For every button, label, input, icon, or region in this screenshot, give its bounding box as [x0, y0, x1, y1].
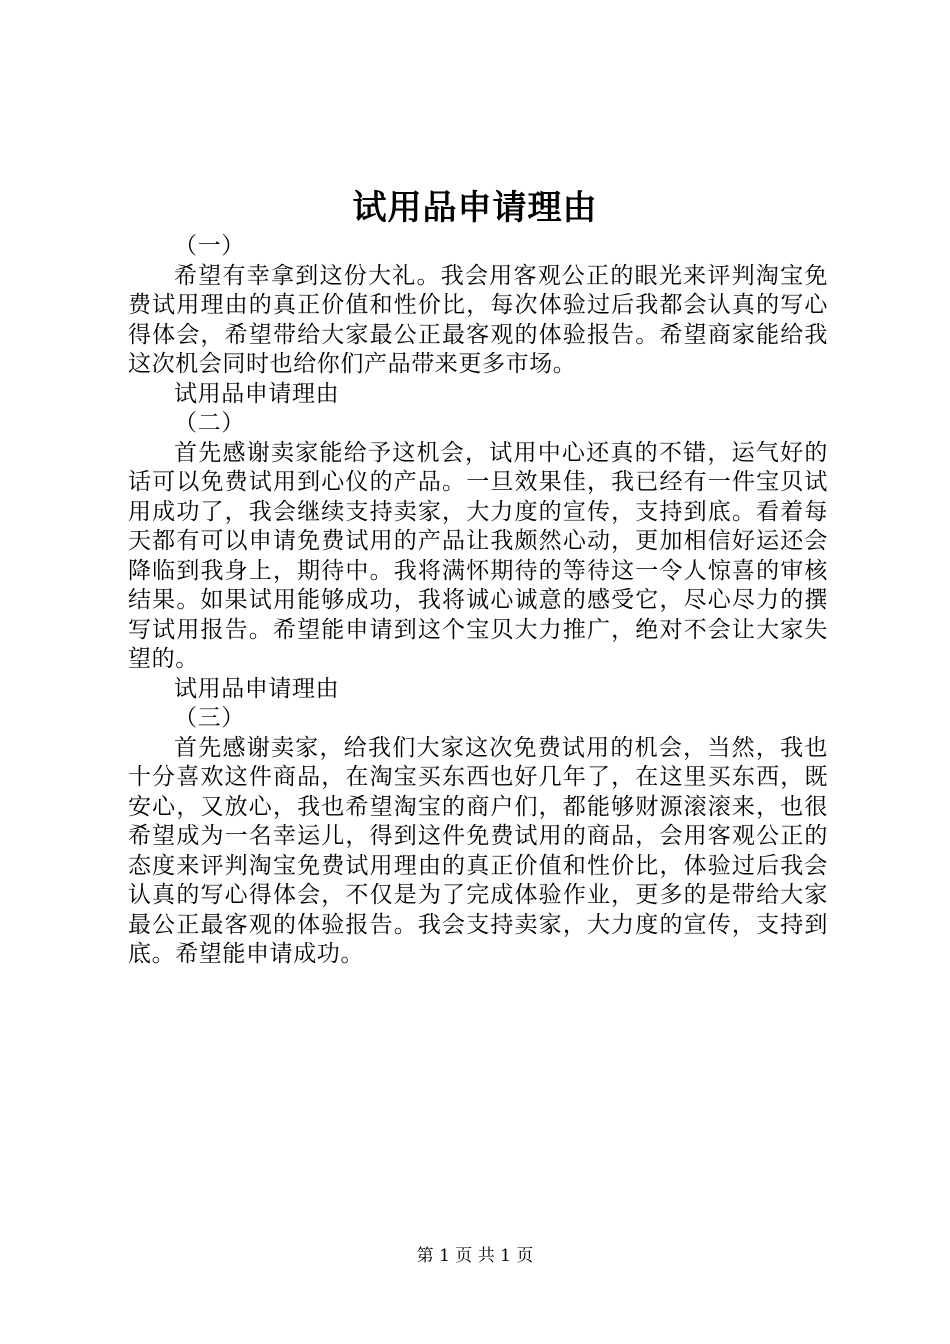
section-heading-3: （三） — [174, 705, 245, 731]
page-number-footer: 第 1 页 共 1 页 — [416, 1246, 534, 1266]
body-paragraph-3: 首先感谢卖家，给我们大家这次免费试用的机会，当然，我也十分喜欢这件商品，在淘宝买东西也好几年了，在这里买东西，既安心，又放心，我也希望淘宝的商户们，都能够财源滚滚来，也很希望成为一名幸运儿，得到这件免费试用的商品，会用客观公正的态度来评判淘宝免费试用理由的真正价值和性价比，体验过后我会认真的写心得体会，不仅是为了完成体验作业，更多的是带给大家最公正最客观的体验报告。我会支持卖家，大力度的宣传，支持到底。希望能申请成功。 — [128, 734, 828, 967]
document-body — [128, 232, 828, 970]
section-heading-1: （一） — [174, 233, 245, 259]
subtitle-line: 试用品申请理由 — [174, 380, 340, 407]
document-title: 试用品申请理由 — [352, 188, 598, 228]
body-paragraph-1: 希望有幸拿到这份大礼。我会用客观公正的眼光来评判淘宝免费试用理由的真正价值和性价比，每次体验过后我都会认真的写心得体会，希望带给大家最公正最客观的体验报告。希望商家能给我这次机会同时也给你们产品带来更多市场。 — [128, 262, 828, 377]
subtitle-line: 试用品申请理由 — [174, 675, 340, 702]
section-heading-2: （二） — [174, 410, 245, 436]
body-paragraph-2: 首先感谢卖家能给予这机会，试用中心还真的不错，运气好的话可以免费试用到心仪的产品。一旦效果佳，我已经有一件宝贝试用成功了，我会继续支持卖家，大力度的宣传，支持到底。看着每天都有可以申请免费试用的产品让我颇然心动，更加相信好运还会降临到我身上，期待中。我将满怀期待的等待这一令人惊喜的审核结果。如果试用能够成功，我将诚心诚意的感受它，尽心尽力的撰写试用报告。希望能申请到这个宝贝大力推广，绝对不会让大家失望的。 — [128, 439, 828, 672]
